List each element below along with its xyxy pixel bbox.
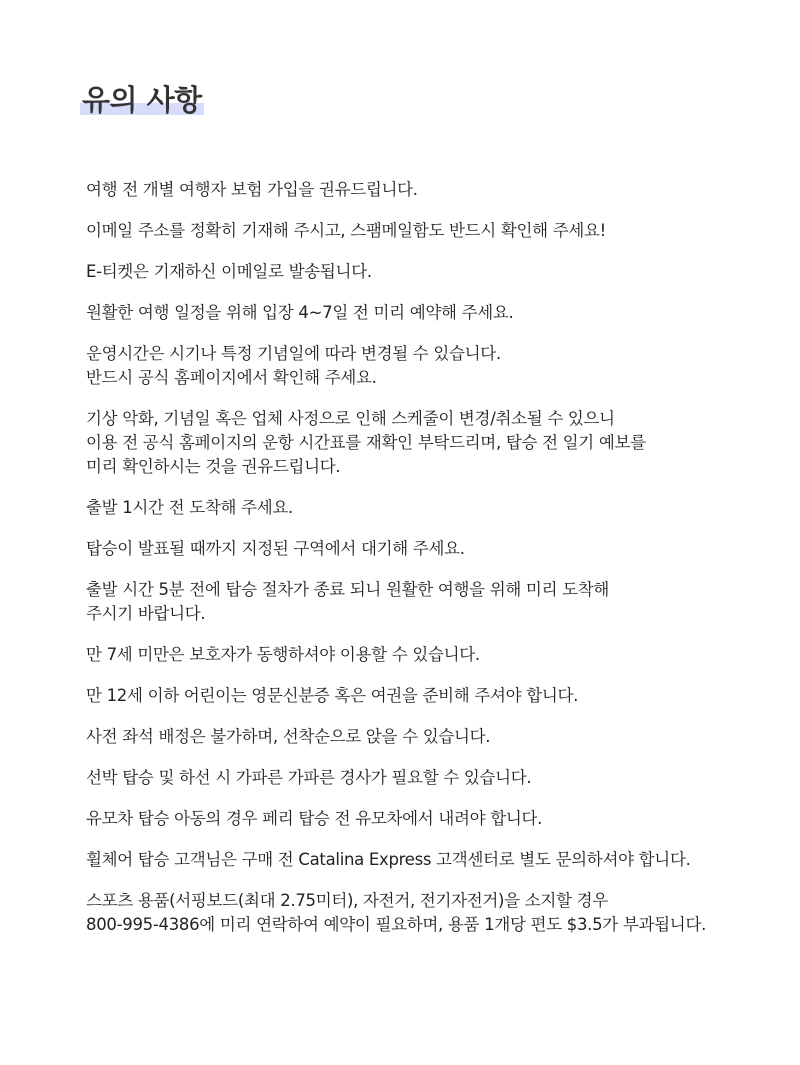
list-item	[86, 578, 786, 626]
list-item	[86, 889, 786, 937]
page-title: 유의 사항	[82, 83, 202, 117]
note-line: 원활한 여행 일정을 위해 입장 4~7일 전 미리 예약해 주세요.	[86, 303, 514, 322]
note-line: 800-995-4386에 미리 연락하여 예약이 필요하며, 용품 1개당 편도 $3.5가 부과됩니다.	[86, 915, 707, 934]
note-line: 출발 1시간 전 도착해 주세요.	[86, 498, 293, 517]
note-line: 유모차 탑승 아동의 경우 페리 탑승 전 유모차에서 내려야 합니다.	[86, 809, 543, 828]
note-line: 미리 확인하시는 것을 권유드립니다.	[86, 457, 341, 476]
list-item	[86, 725, 786, 749]
list-item	[86, 301, 786, 325]
list-item	[86, 219, 786, 243]
note-line: 운영시간은 시기나 특정 기념일에 따라 변경될 수 있습니다.	[86, 344, 501, 363]
list-item	[86, 178, 786, 202]
note-line: 선박 탑승 및 하선 시 가파른 가파른 경사가 필요할 수 있습니다.	[86, 768, 532, 787]
note-line: 사전 좌석 배정은 불가하며, 선착순으로 앉을 수 있습니다.	[86, 727, 491, 746]
list-item	[86, 848, 786, 872]
note-line: 휠체어 탑승 고객님은 구매 전 Catalina Express 고객센터로 별도 문의하셔야 합니다.	[86, 850, 691, 869]
note-line: E-티켓은 기재하신 이메일로 발송됩니다.	[86, 262, 372, 281]
note-line: 반드시 공식 홈페이지에서 확인해 주세요.	[86, 368, 377, 387]
note-line: 이용 전 공식 홈페이지의 운항 시간표를 재확인 부탁드리며, 탑승 전 일기 예보를	[86, 433, 646, 452]
note-line: 만 12세 이하 어린이는 영문신분증 혹은 여권을 준비해 주셔야 합니다.	[86, 686, 579, 705]
list-item	[86, 766, 786, 790]
list-item	[86, 496, 786, 520]
list-item	[86, 342, 786, 390]
note-line: 만 7세 미만은 보호자가 동행하셔야 이용할 수 있습니다.	[86, 645, 480, 664]
list-item	[86, 807, 786, 831]
note-line: 출발 시간 5분 전에 탑승 절차가 종료 되니 원활한 여행을 위해 미리 도착해	[86, 580, 610, 599]
note-line: 탑승이 발표될 때까지 지정된 구역에서 대기해 주세요.	[86, 539, 465, 558]
note-line: 여행 전 개별 여행자 보험 가입을 권유드립니다.	[86, 180, 418, 199]
list-item	[86, 684, 786, 708]
note-line: 주시기 바랍니다.	[86, 604, 206, 623]
note-line: 기상 악화, 기념일 혹은 업체 사정으로 인해 스케줄이 변경/취소될 수 있으니	[86, 409, 615, 428]
list-item	[86, 407, 786, 479]
notes-list	[86, 178, 786, 954]
list-item	[86, 537, 786, 561]
note-line: 스포츠 용품(서핑보드(최대 2.75미터), 자전거, 전기자전거)을 소지할 경우	[86, 891, 608, 910]
list-item	[86, 260, 786, 284]
note-line: 이메일 주소를 정확히 기재해 주시고, 스팸메일함도 반드시 확인해 주세요!	[86, 221, 606, 240]
section-header	[80, 82, 204, 118]
list-item	[86, 643, 786, 667]
